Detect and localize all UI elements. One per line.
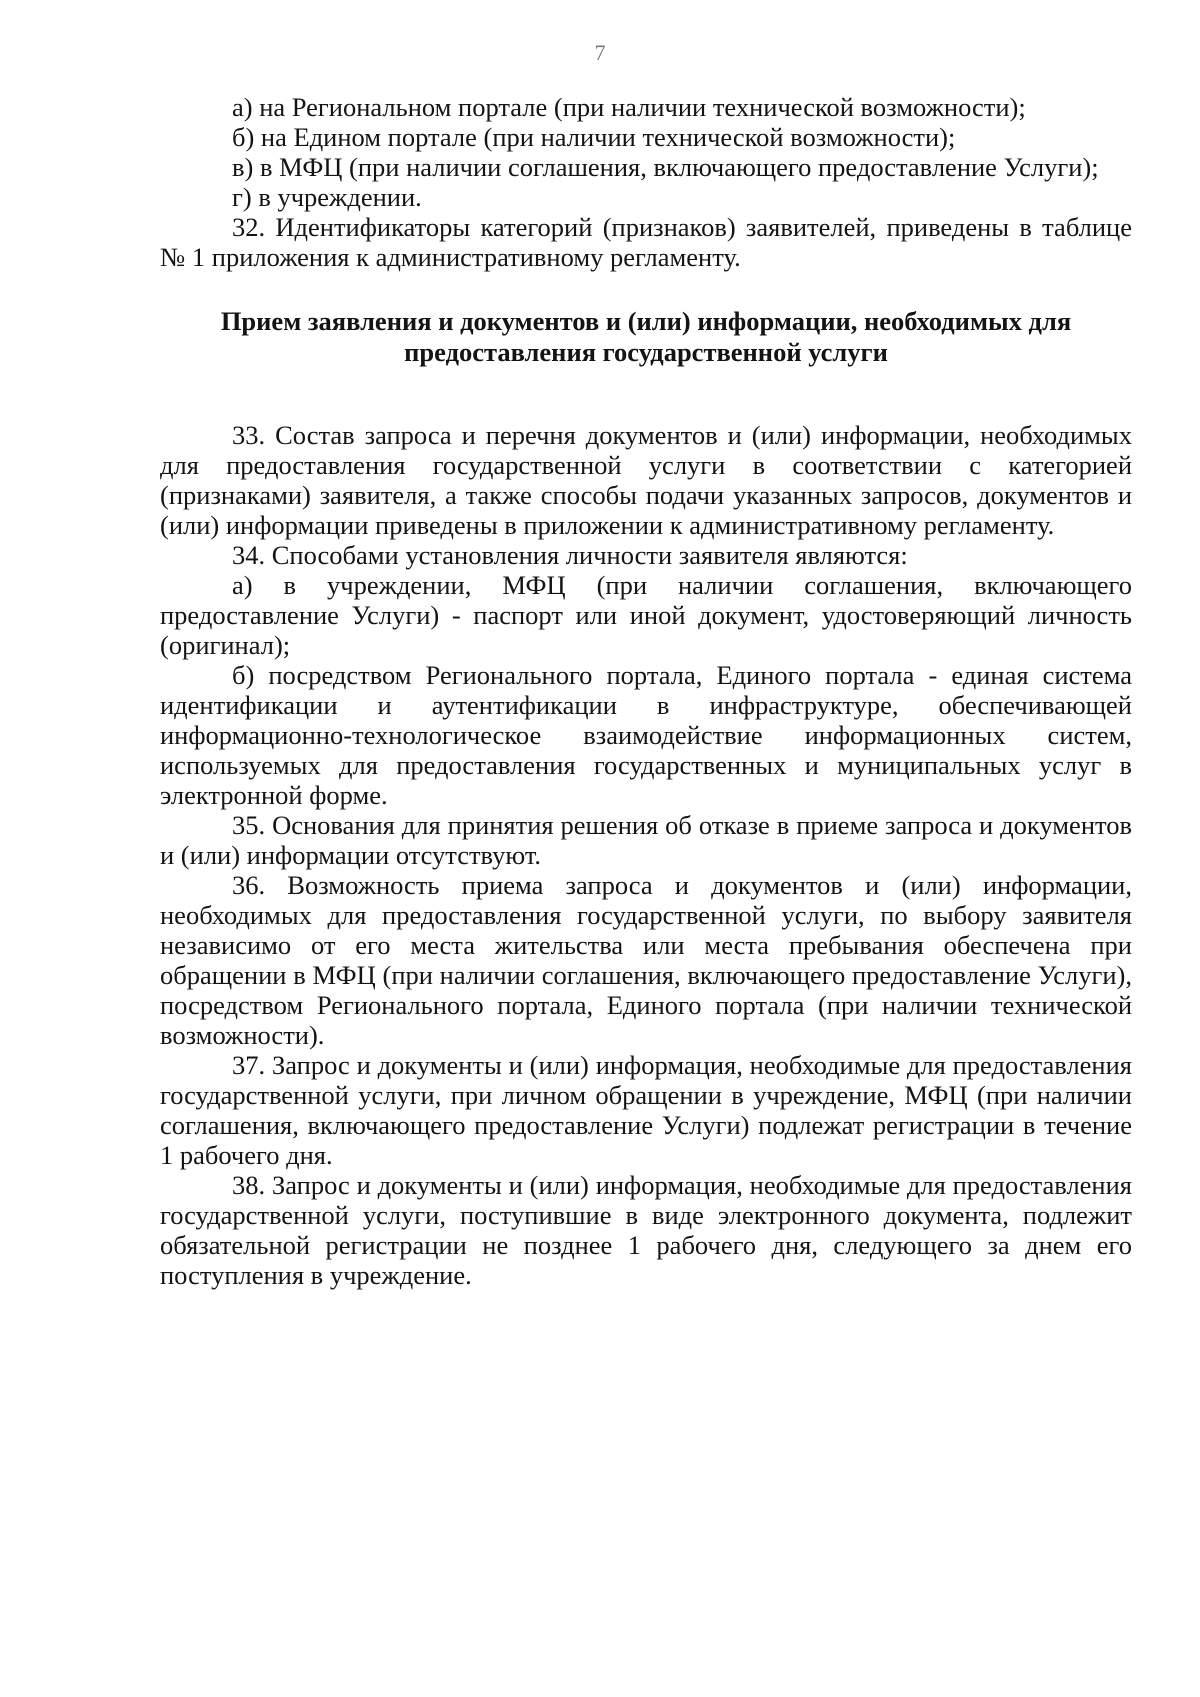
paragraph-34-b: б) посредством Регионального портала, Единого портала - единая система идентификации и аутентификации в инфраструктуре, обеспечивающей информационно-технологическое взаимодействие информационных систем, используемых для предоставления государственных и муниципальных услуг в электронной форме. (160, 660, 1132, 810)
paragraph-item-v: в) в МФЦ (при наличии соглашения, включающего предоставление Услуги); (232, 152, 1099, 182)
paragraph-38: 38. Запрос и документы и (или) информация, необходимые для предоставления государственной услуги, поступившие в виде электронного документа, подлежит обязательной регистрации не позднее 1 рабочего дня, следующего за днем его поступления в учреждение. (160, 1170, 1132, 1290)
section-heading-line-2: предоставления государственной услуги (404, 337, 888, 367)
paragraph-32: 32. Идентификаторы категорий (признаков) заявителей, приведены в таблице № 1 приложения к административному регламенту. (160, 212, 1132, 272)
paragraph-item-g: г) в учреждении. (232, 182, 422, 212)
paragraph-item-a: а) на Региональном портале (при наличии технической возможности); (232, 92, 1026, 122)
paragraph-35: 35. Основания для принятия решения об отказе в приеме запроса и документов и (или) информации отсутствуют. (160, 810, 1132, 870)
document-body (160, 92, 1132, 1290)
paragraph-36: 36. Возможность приема запроса и документов и (или) информации, необходимых для предоставления государственной услуги, по выбору заявителя независимо от его места жительства или места пребывания обеспечена при обращении в МФЦ (при наличии соглашения, включающего предоставление Услуги), посредством Регионального портала, Единого портала (при наличии технической возможности). (160, 870, 1132, 1050)
section-heading-line-1: Прием заявления и документов и (или) информации, необходимых для (220, 306, 1072, 336)
paragraph-37: 37. Запрос и документы и (или) информация, необходимые для предоставления государственной услуги, при личном обращении в учреждение, МФЦ (при наличии соглашения, включающего предоставление Услуги) подлежат регистрации в течение 1 рабочего дня. (160, 1050, 1132, 1170)
section-heading (188, 306, 1104, 368)
page-number: 7 (594, 40, 606, 65)
paragraph-34: 34. Способами установления личности заявителя являются: (232, 540, 908, 570)
paragraph-34-a: а) в учреждении, МФЦ (при наличии соглашения, включающего предоставление Услуги) - паспорт или иной документ, удостоверяющий личность (оригинал); (160, 570, 1132, 660)
paragraph-33: 33. Состав запроса и перечня документов и (или) информации, необходимых для предоставления государственной услуги в соответствии с категорией (признаками) заявителя, а также способы подачи указанных запросов, документов и (или) информации приведены в приложении к административному регламенту. (160, 420, 1132, 540)
paragraph-item-b: б) на Едином портале (при наличии технической возможности); (232, 122, 956, 152)
